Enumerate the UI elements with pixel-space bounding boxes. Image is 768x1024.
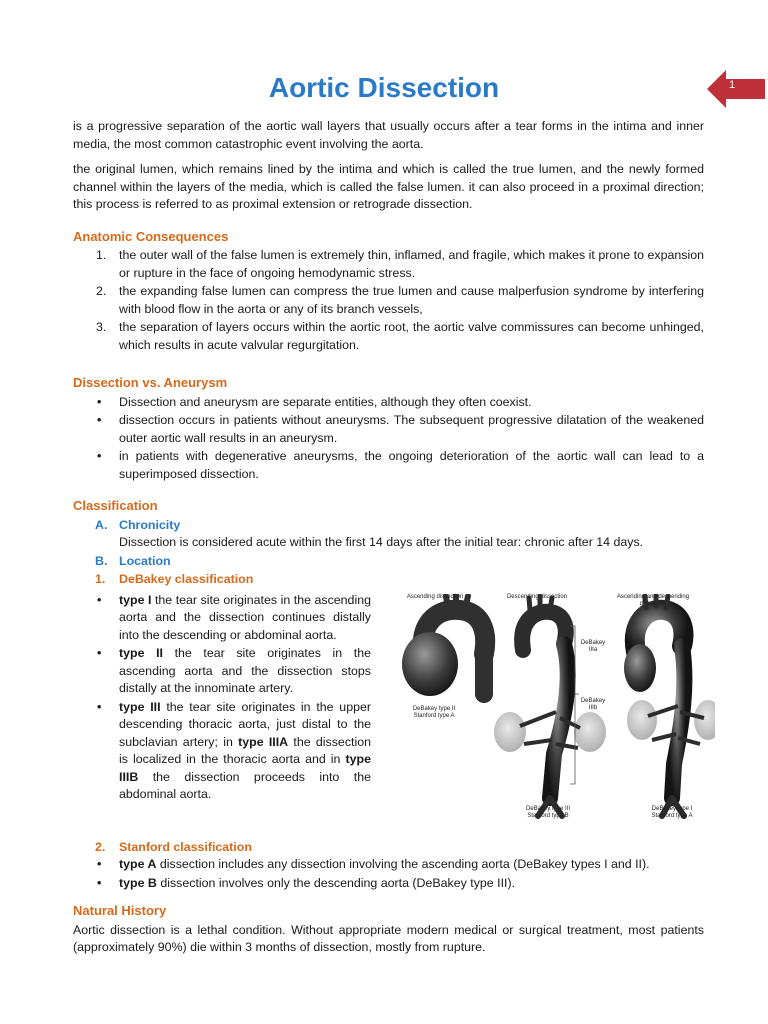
list-item: • in patients with degenerative aneurysms, the ongoing deterioration of the aortic wall can lead to a superimposed dissection.	[119, 448, 704, 483]
section-heading-versus: Dissection vs. Aneurysm	[73, 375, 228, 390]
subheading-chronicity: A. Chronicity	[95, 517, 181, 532]
aorta-panel-ascending-descending	[624, 594, 715, 816]
figure-caption-stanford-a: Stanford type A	[413, 712, 455, 719]
figure-caption-stanford-a-2: Stanford type A	[651, 812, 693, 819]
natural-history-text: Aortic dissection is a lethal condition. Without appropriate modern medical or surgical treatment, most patients (approximately 90%) die within 3 months of dissection, mostly from rupture.	[73, 922, 704, 954]
figure-heading-ascending-descending: Ascending and descending dissection	[616, 593, 690, 607]
list-item: • Dissection and aneurysm are separate entities, although they often coexist.	[119, 394, 704, 412]
document-body	[73, 118, 704, 965]
list-item: • type III the tear site originates in the upper descending thoracic aorta, just distal to the subclavian artery; in type IIIA the dissection is localized in the thoracic aorta and in type IIIB the dissection proceeds into the abdominal aorta.	[119, 699, 371, 804]
figure-caption-debakey-i: DeBakey type I	[651, 805, 693, 812]
versus-list	[73, 394, 704, 484]
intro-paragraph: is a progressive separation of the aortic wall layers that usually occurs after a tear forms in the intima and inner media, the most common catastrophic event involving the aorta.	[73, 119, 704, 151]
section-heading-anatomic: Anatomic Consequences	[73, 228, 229, 244]
stanford-list	[73, 856, 704, 892]
subheading-debakey: 1. DeBakey classification	[95, 572, 254, 586]
figure-caption-debakey-ii: DeBakey type II	[412, 705, 456, 712]
subheading-stanford: 2. Stanford classification	[95, 839, 252, 854]
intro-paragraph: the original lumen, which remains lined by the intima and which is called the true lumen, and the newly formed channel within the layers of the media, which is called the false lumen. it can also proceed in a proximal direction; this process is referred to as proximal extension or retrograde dissection.	[73, 162, 704, 211]
section-heading-natural-history: Natural History	[73, 903, 167, 918]
figure-label-iiib: IIIb	[588, 704, 598, 711]
aorta-panel-ascending	[402, 594, 485, 696]
list-item: 3. the separation of layers occurs within the aortic root, the aortic valve commissures can become unhinged, which results in acute valvular regurgitation.	[96, 320, 704, 352]
debakey-list	[73, 592, 371, 804]
anatomic-list	[73, 247, 704, 354]
list-item: • type II the tear site originates in the ascending aorta and the dissection stops distally at the innominate artery.	[119, 645, 371, 698]
section-heading-classification: Classification	[73, 498, 158, 513]
figure-caption-stanford-b: Stanford type B	[527, 812, 569, 819]
figure-heading-ascending: Ascending dissection	[406, 593, 464, 600]
arrow-left-icon	[707, 70, 765, 108]
figure-heading-descending: Descending dissection	[506, 593, 568, 600]
subheading-location: B. Location	[95, 553, 171, 568]
page-number: 1	[729, 79, 736, 91]
figure-caption-debakey-iii: DeBakey type III	[525, 805, 571, 812]
list-item: 1. the outer wall of the false lumen is extremely thin, inflamed, and fragile, which makes it prone to expansion or rupture in the face of ongoing hemodynamic stress.	[96, 248, 704, 280]
page-number-arrow	[707, 70, 765, 108]
chronicity-text: Dissection is considered acute within the first 14 days after the initial tear: chronic after 14 days.	[119, 535, 644, 549]
list-item: 2. the expanding false lumen can compress the true lumen and cause malperfusion syndrome by interfering with blood flow in the aorta or any of its branch vessels,	[96, 284, 704, 316]
figure-label-debakey-iiia: DeBakey	[580, 639, 606, 646]
list-item: • type A dissection includes any dissection involving the ascending aorta (DeBakey types I and II).	[119, 856, 704, 874]
figure-label-iiia: IIIa	[588, 646, 598, 653]
debakey-section	[73, 592, 704, 838]
list-item: • type B dissection involves only the descending aorta (DeBakey type III).	[119, 875, 704, 893]
list-item: • type I the tear site originates in the ascending aorta and the dissection continues distally into the descending or abdominal aorta.	[119, 592, 371, 645]
page-title: Aortic Dissection	[268, 72, 500, 103]
aortic-dissection-figure	[390, 594, 715, 822]
list-item: • dissection occurs in patients without aneurysms. The subsequent progressive dilatation of the weakened outer aortic wall results in an aneurysm.	[119, 412, 704, 447]
figure-label-debakey-iiib: DeBakey	[580, 697, 606, 704]
